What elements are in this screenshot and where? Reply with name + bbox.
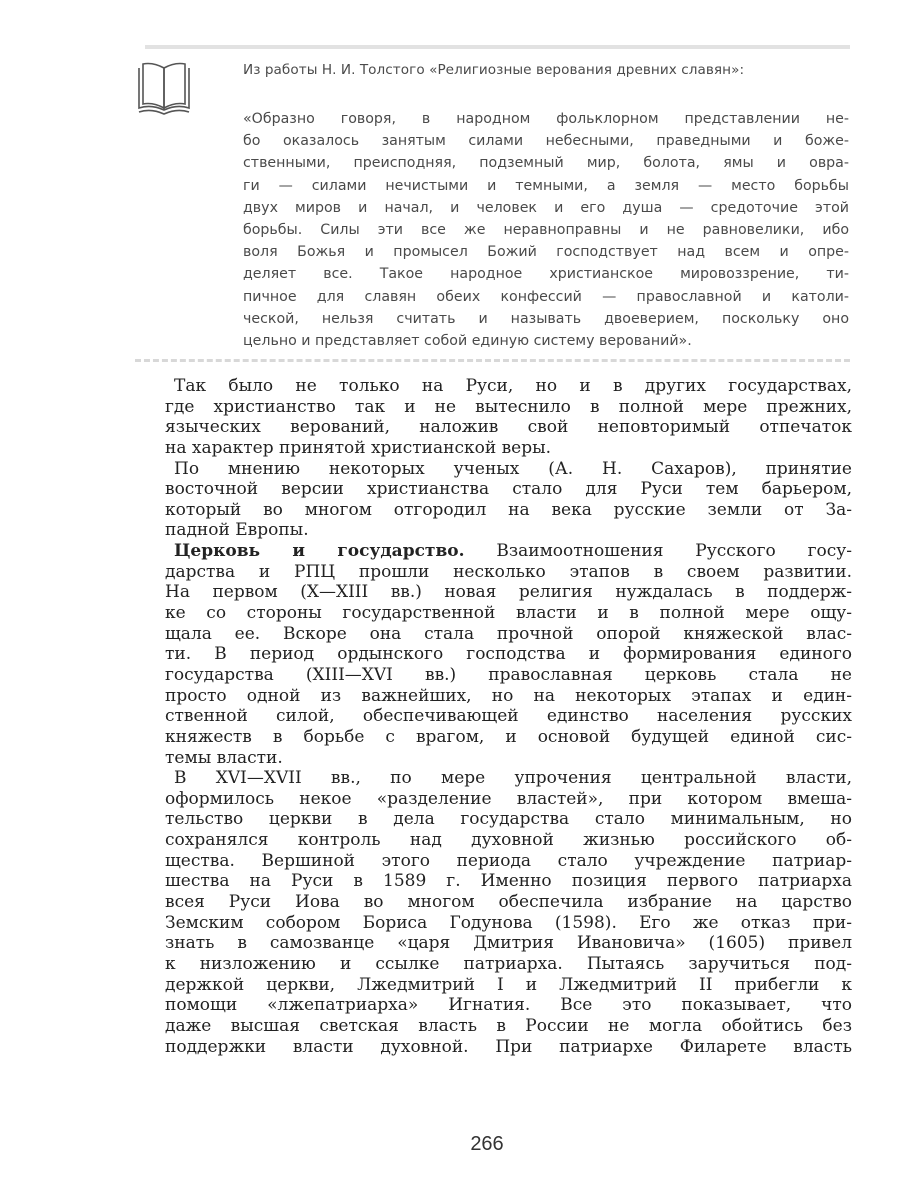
text-line: В XVI—XVII вв., по мере упрочения центральной власти, bbox=[174, 768, 852, 789]
text-line: щества. Вершиной этого периода стало учреждение патриар- bbox=[165, 850, 852, 871]
text-line: знать в самозванце «царя Дмитрия Ивановича» (1605) привел bbox=[165, 933, 852, 954]
text-line: оформилось некое «разделение властей», при котором вмеша- bbox=[165, 788, 852, 809]
quote-line: ги — силами нечистыми и темными, а земля — место борьбы bbox=[243, 177, 849, 194]
paragraph bbox=[165, 541, 852, 768]
quote-source: Из работы Н. И. Толстого «Религиозные верования древних славян»: bbox=[243, 62, 745, 78]
paragraph bbox=[165, 376, 852, 459]
quote-line: цельно и представляет собой единую систему верований». bbox=[243, 332, 692, 349]
paragraph bbox=[165, 459, 852, 542]
text-line: языческих верований, наложив свой неповторимый отпечаток bbox=[165, 417, 852, 438]
text-line: княжеств в борьбе с врагом, и основой будущей единой сис- bbox=[165, 726, 852, 747]
text-line: На первом (X—XIII вв.) новая религия нуждалась в поддерж- bbox=[165, 582, 852, 603]
text-line: По мнению некоторых ученых (А. Н. Сахаров), принятие bbox=[174, 458, 852, 479]
text-line: помощи «лжепатриарха» Игнатия. Все это показывает, что bbox=[165, 995, 852, 1016]
quote-line: борьбы. Силы эти все же неравноправны и не равновелики, ибо bbox=[243, 221, 849, 238]
text-line: восточной версии христианства стало для Руси тем барьером, bbox=[165, 479, 852, 500]
text-line bbox=[165, 541, 852, 562]
text-line: на характер принятой христианской веры. bbox=[165, 437, 552, 458]
section-heading: Церковь и государство. bbox=[174, 541, 465, 562]
body-text bbox=[165, 376, 852, 1057]
text-line: дарства и РПЦ прошли несколько этапов в своем развитии. bbox=[165, 561, 852, 582]
open-book-icon bbox=[135, 58, 193, 118]
quote-line: воля Божья и промысел Божий господствует над всем и опре- bbox=[243, 244, 849, 261]
text-line: тельство церкви в дела государства стало минимальным, но bbox=[165, 809, 852, 830]
quote-line: пичное для славян обеих конфессий — православной и католи- bbox=[243, 288, 849, 305]
text-line: ти. В период ордынского господства и формирования единого bbox=[165, 644, 852, 665]
text-line-rest: Взаимоотношения Русского госу- bbox=[464, 541, 852, 562]
quote-line: бо оказалось занятым силами небесными, праведными и боже- bbox=[243, 133, 849, 150]
quote-line: «Образно говоря, в народном фольклорном представлении не- bbox=[243, 111, 849, 127]
text-line: щала ее. Вскоре она стала прочной опорой княжеской влас- bbox=[165, 623, 852, 644]
text-line: темы власти. bbox=[165, 747, 283, 768]
page-number: 266 bbox=[470, 1133, 504, 1155]
text-line: где христианство так и не вытеснило в полной мере прежних, bbox=[165, 396, 852, 417]
text-line: ке со стороны государственной власти и в полной мере ощу- bbox=[165, 603, 852, 624]
text-line: Так было не только на Руси, но и в других государствах, bbox=[174, 376, 852, 396]
text-line: держкой церкви, Лжедмитрий I и Лжедмитрий II прибегли к bbox=[165, 974, 852, 995]
quote-line: ческой, нельзя считать и называть двоеверием, поскольку оно bbox=[243, 310, 849, 327]
text-line: государства (XIII—XVI вв.) православная церковь стала не bbox=[165, 664, 852, 685]
top-rule bbox=[145, 45, 850, 49]
quote-text bbox=[243, 108, 849, 352]
text-line: сохранялся контроль над духовной жизнью российского об- bbox=[165, 830, 852, 851]
text-line: к низложению и ссылке патриарха. Пытаясь заручиться под- bbox=[165, 953, 852, 974]
text-line: Земским собором Бориса Годунова (1598). Его же отказ при- bbox=[165, 912, 852, 933]
text-line: всея Руси Иова во многом обеспечила избрание на царство bbox=[165, 892, 852, 913]
text-line: который во многом отгородил на века русские земли от За- bbox=[165, 499, 852, 520]
text-line: шества на Руси в 1589 г. Именно позиция первого патриарха bbox=[165, 871, 852, 892]
bottom-rule bbox=[135, 359, 850, 362]
text-line: поддержки власти духовной. При патриархе Филарете власть bbox=[165, 1036, 852, 1057]
quote-line: деляет все. Такое народное христианское мировоззрение, ти- bbox=[243, 266, 849, 283]
text-line: падной Европы. bbox=[165, 520, 309, 541]
quote-line: ственными, преисподняя, подземный мир, болота, ямы и овра- bbox=[243, 155, 849, 172]
paragraph bbox=[165, 768, 852, 1057]
text-line: даже высшая светская власть в России не могла обойтись без bbox=[165, 1015, 852, 1036]
text-line: ственной силой, обеспечивающей единство населения русских bbox=[165, 706, 852, 727]
text-line: просто одной из важнейших, но на некоторых этапах и един- bbox=[165, 685, 852, 706]
quote-line: двух миров и начал, и человек и его душа — средоточие этой bbox=[243, 199, 849, 216]
